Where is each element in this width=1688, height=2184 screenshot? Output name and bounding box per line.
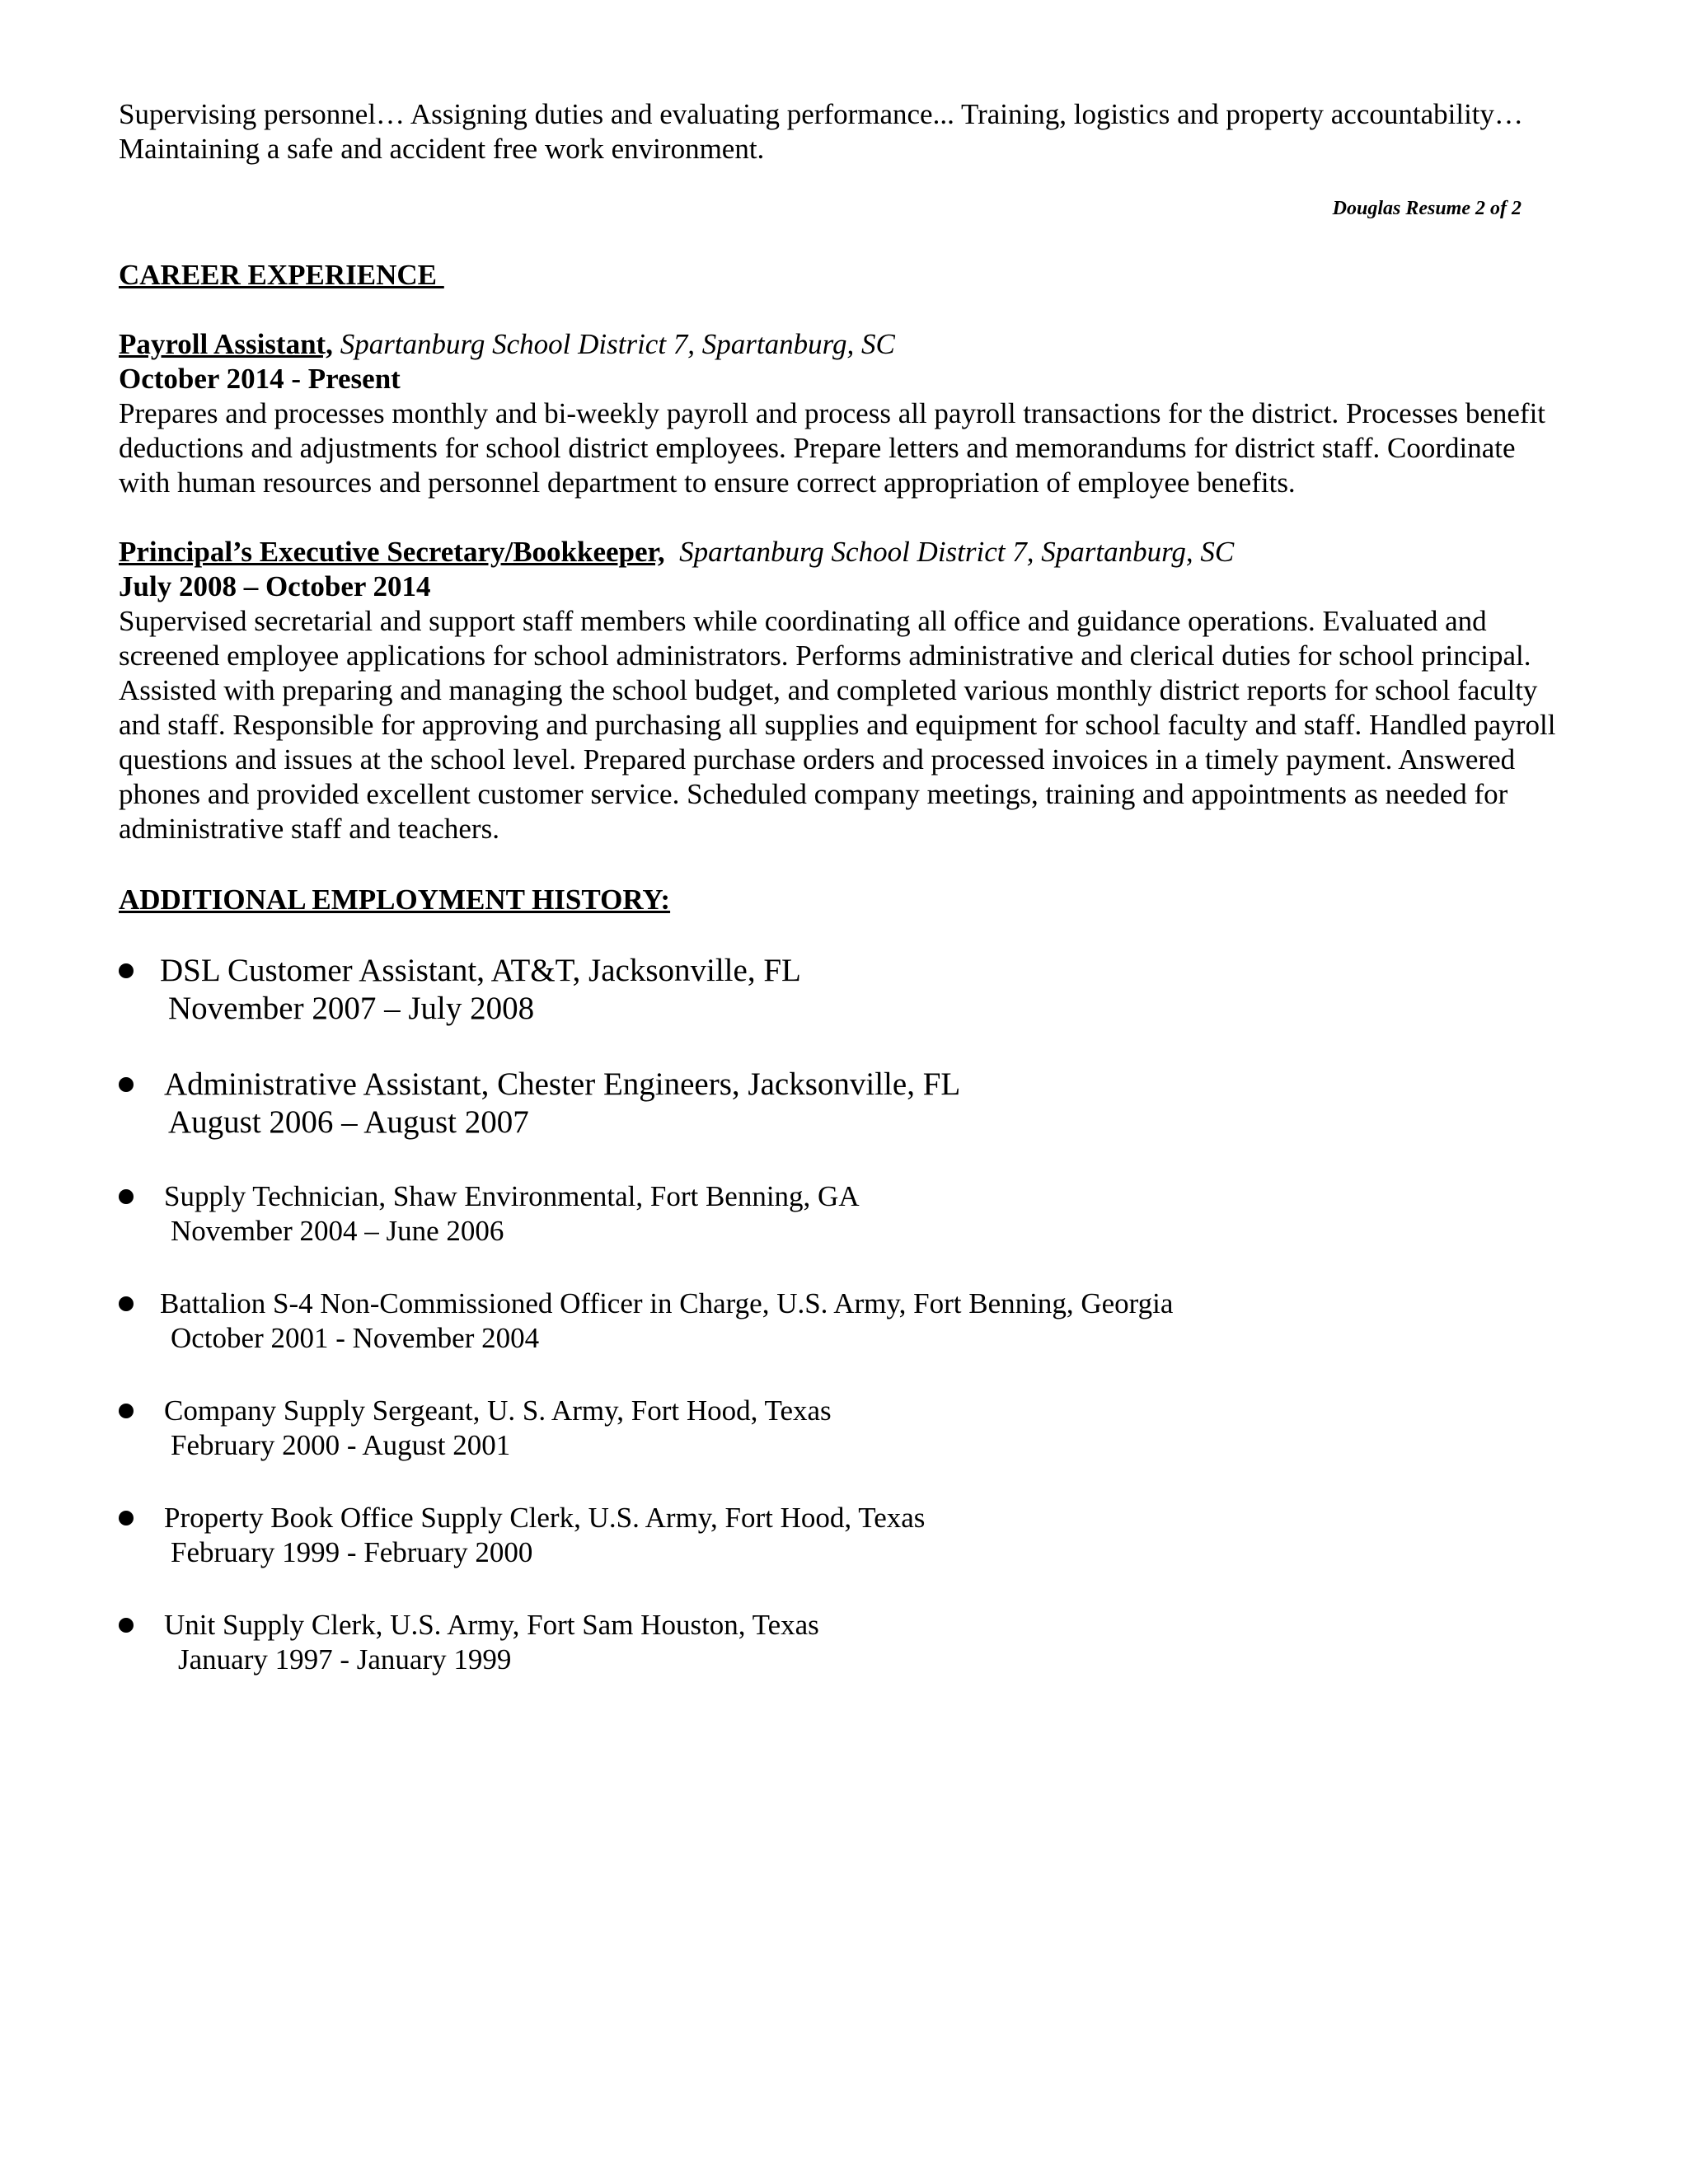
employment-position: DSL Customer Assistant, AT&T, Jacksonville, FL (160, 953, 801, 988)
job-title: Payroll Assistant, (119, 328, 333, 360)
bullet-icon (119, 1404, 134, 1418)
employment-position: Property Book Office Supply Clerk, U.S. Army, Fort Hood, Texas (164, 1502, 926, 1534)
employment-dates: November 2004 – June 2006 (171, 1215, 504, 1247)
career-experience-heading: CAREER EXPERIENCE (119, 259, 444, 291)
employment-dates: October 2001 - November 2004 (171, 1322, 540, 1354)
page-header: Douglas Resume 2 of 2 (1332, 198, 1522, 219)
bullet-icon (119, 1511, 134, 1526)
bullet-icon (119, 1189, 134, 1204)
bullet-icon (119, 1077, 134, 1092)
intro-paragraph: Supervising personnel… Assigning duties and evaluating performance... Training, logistics and property accountability… Maintaining a safe and accident free work environment. (119, 98, 1524, 165)
list-item (119, 1608, 1569, 1677)
bullet-icon (119, 1618, 134, 1633)
bullet-icon (119, 1296, 134, 1311)
list-item (119, 1501, 1569, 1570)
job-dates: July 2008 – October 2014 (119, 570, 431, 602)
job-entry-payroll-assistant (119, 327, 1569, 500)
list-item (119, 1179, 1569, 1249)
job-organization: Spartanburg School District 7, Spartanburg, SC (679, 536, 1235, 568)
list-item (119, 952, 1569, 1028)
list-item (119, 1286, 1569, 1356)
list-item (119, 1394, 1569, 1463)
job-description: Prepares and processes monthly and bi-weekly payroll and process all payroll transactions for the district. Processes benefit deductions and adjustments for school district employees. Prepare letters and memorandums for district staff. Coordinate with human resources and personnel department to ensure correct appropriation of employee benefits. (119, 397, 1546, 499)
employment-dates: February 2000 - August 2001 (171, 1429, 511, 1461)
employment-dates: August 2006 – August 2007 (168, 1104, 529, 1140)
employment-position: Company Supply Sergeant, U. S. Army, Fort Hood, Texas (164, 1394, 832, 1427)
employment-position: Battalion S-4 Non-Commissioned Officer in Charge, U.S. Army, Fort Benning, Georgia (160, 1287, 1174, 1319)
employment-position: Administrative Assistant, Chester Engineers, Jacksonville, FL (164, 1066, 961, 1102)
employment-dates: November 2007 – July 2008 (168, 991, 535, 1026)
job-dates: October 2014 - Present (119, 363, 401, 395)
employment-dates: February 1999 - February 2000 (171, 1536, 533, 1568)
additional-employment-heading: ADDITIONAL EMPLOYMENT HISTORY: (119, 883, 671, 916)
job-organization: Spartanburg School District 7, Spartanburg, SC (340, 328, 895, 360)
list-item (119, 1066, 1569, 1141)
job-entry-executive-secretary (119, 535, 1569, 846)
job-title-line (119, 327, 1569, 362)
bullet-icon (119, 963, 134, 978)
job-description: Supervised secretarial and support staff members while coordinating all office and guidance operations. Evaluated and screened employee applications for school administrators. Performs administrative and clerical duties for school principal. Assisted with preparing and managing the school budget, and completed various monthly district reports for school faculty and staff. Responsible for approving and purchasing all supplies and equipment for school faculty and staff. Handled payroll questions and issues at the school level. Prepared purchase orders and processed invoices in a timely payment. Answered phones and provided excellent customer service. Scheduled company meetings, training and appointments as needed for administrative staff and teachers. (119, 605, 1556, 845)
employment-dates: January 1997 - January 1999 (178, 1643, 512, 1675)
employment-history-list (119, 952, 1569, 1677)
job-title: Principal’s Executive Secretary/Bookkeeper, (119, 536, 665, 568)
job-title-line (119, 535, 1569, 569)
resume-page (119, 97, 1569, 1677)
employment-position: Supply Technician, Shaw Environmental, Fort Benning, GA (164, 1180, 860, 1212)
employment-position: Unit Supply Clerk, U.S. Army, Fort Sam Houston, Texas (164, 1609, 819, 1641)
